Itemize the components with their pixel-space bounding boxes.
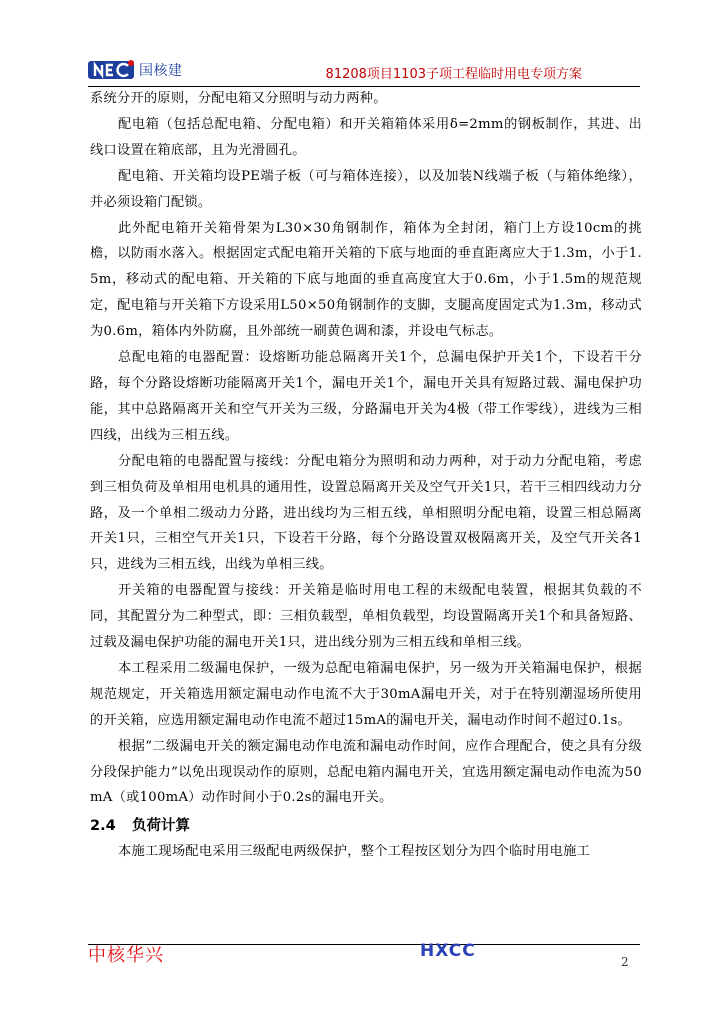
paragraph-load-calc: 本施工现场配电采用三级配电两级保护，整个工程按区划分为四个临时用电施工	[118, 844, 591, 860]
paragraph-switch-box-config: 开关箱的电器配置与接线：开关箱是临时用电工程的末级配电装置，根据其负载的不同，其配置分为二种型式，即：三相负载型，单相负载型，均设置隔离开关1个和具备短路、过载及漏电保护功能的漏电开关1只，进出线分别为三相五线和单相三线。	[90, 583, 642, 651]
paragraph-sub-box-config: 分配电箱的电器配置与接线：分配电箱分为照明和动力两种，对于动力分配电箱，考虑到三相负荷及单相用电机具的通用性，设置总隔离开关及空气开关1只，若干三相四线动力分路，及一个单相二级动力分路，进出线均为三相五线，单相照明分配电箱，设置三相总隔离开关1只，三相空气开关1只，下设若干分路，每个分路设置双极隔离开关，及空气开关各1只，进线为三相五线，出线为单相三线。	[90, 453, 642, 573]
section-number: 2.4	[90, 818, 116, 835]
section-title: 负荷计算	[132, 818, 190, 835]
footer-company-mark: 中核华兴	[88, 945, 164, 966]
paragraph-main-box-config: 总配电箱的电器配置：设熔断功能总隔离开关1个，总漏电保护开关1个，下设若干分路，每个分路设熔断功能隔离开关1个，漏电开关1个，漏电开关具有短路过载、漏电保护功能，其中总路隔离开关和空气开关为三级，分路漏电开关为4极（带工作零线），进线为三相四线，出线为三相五线。	[90, 350, 642, 443]
paragraph-continuation: 系统分开的原则，分配电箱又分照明与动力两种。	[90, 91, 387, 106]
page-header	[88, 56, 640, 86]
company-name: 国核建	[139, 63, 183, 79]
document-body	[90, 86, 642, 865]
document-title: 81208项目1103子项工程临时用电专项方案	[325, 67, 582, 82]
company-logo	[88, 58, 183, 82]
footer-divider	[88, 944, 640, 945]
paragraph-terminal-board: 配电箱、开关箱均设PE端子板（可与箱体连接），以及加装N线端子板（与箱体绝缘），并必须设箱门配锁。	[90, 168, 642, 210]
paragraph-leakage-protection: 本工程采用二级漏电保护，一级为总配电箱漏电保护，另一级为开关箱漏电保护，根据规范规定，开关箱选用额定漏电动作电流不大于30mA漏电开关，对于在特别潮湿场所使用的开关箱，应选用额定漏电动作电流不超过15mA的漏电开关，漏电动作时间不超过0.1s。	[90, 660, 642, 728]
page-number: 2	[621, 955, 629, 969]
paragraph-box-material: 配电箱（包括总配电箱、分配电箱）和开关箱箱体采用δ=2mm的钢板制作，其进、出线口设置在箱底部，且为光滑圆孔。	[90, 116, 642, 158]
paragraph-leakage-coordination: 根据“二级漏电开关的额定漏电动作电流和漏电动作时间，应作合理配合，使之具有分级分段保护能力”以免出现误动作的原则，总配电箱内漏电开关，宜选用额定漏电动作电流为50mA（或100mA）动作时间小于0.2s的漏电开关。	[90, 738, 642, 806]
section-heading	[90, 813, 642, 839]
footer-hxcc-mark: HXCC	[420, 941, 476, 961]
paragraph-frame-support: 此外配电箱开关箱骨架为L30×30角钢制作，箱体为全封闭，箱门上方设10cm的挑檐，以防雨水落入。根据固定式配电箱开关箱的下底与地面的垂直距离应大于1.3m，小于1.5m，移动式的配电箱、开关箱的下底与地面的垂直高度宜大于0.6m，小于1.5m的规范规定，配电箱与开关箱下方设采用L50×50角钢制作的支脚，支腿高度固定式为1.3m，移动式为0.6m，箱体内外防腐，且外部统一刷黄色调和漆，并设电气标志。	[90, 220, 642, 340]
nec-logo-icon	[88, 59, 136, 81]
